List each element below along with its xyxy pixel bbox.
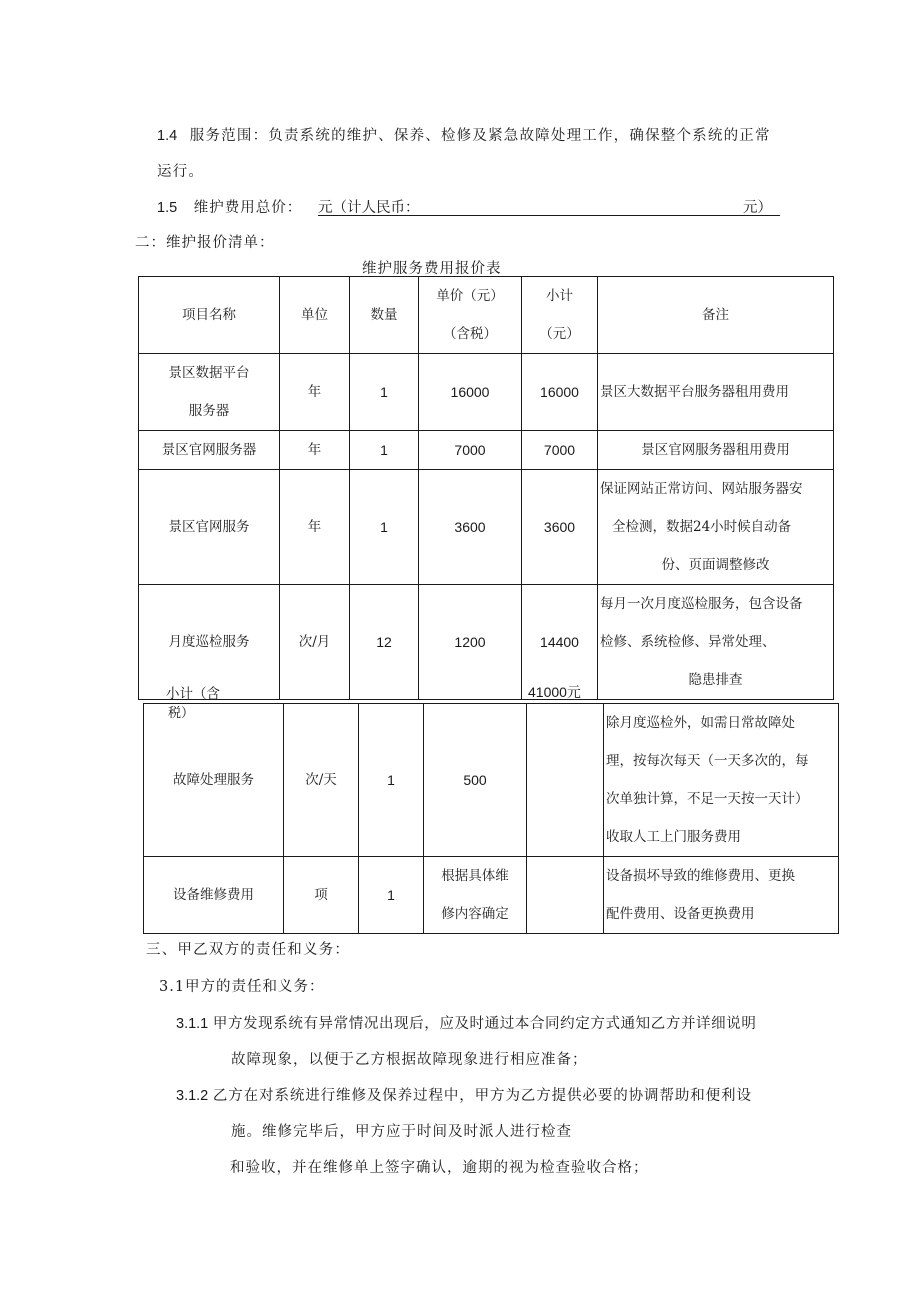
row-unit: 年 [280, 354, 350, 431]
row-name: 景区官网服务 [139, 470, 280, 585]
section-text: 服务范围：负责系统的维护、保养、检修及紧急故障处理工作，确保整个系统的正常 [189, 128, 771, 144]
row-name: 景区官网服务器 [139, 431, 280, 470]
clause-3-1-1 [176, 1012, 756, 1033]
clause-3-1-2 [176, 1084, 752, 1105]
row-unit: 项 [284, 857, 359, 934]
row-unit: 次/月 [280, 585, 350, 700]
total-fee-label: 维护费用总价： [193, 200, 303, 216]
table-title: 维护服务费用报价表 [362, 261, 502, 277]
row-qty: 12 [350, 585, 419, 700]
row-name: 故障处理服务 [144, 704, 284, 857]
clause-number: 3.1.2 [176, 1088, 209, 1104]
clause-text: 甲方发现系统有异常情况出现后，应及时通过本合同约定方式通知乙方并详细说明 [212, 1016, 757, 1032]
header-unit: 单位 [280, 277, 350, 354]
row-note: 保证网站正常访问、网站服务器安 全检测，数据24小时候自动备 份、页面调整修改 [598, 470, 834, 585]
row-price: 根据具体维 修内容确定 [424, 857, 527, 934]
row-subtotal [527, 857, 604, 934]
section-1-4-continued: 运行。 [157, 164, 205, 180]
table-row [139, 470, 834, 585]
row-note: 每月一次月度巡检服务，包含设备 检修、系统检修、异常处理、 隐患排查 [598, 585, 834, 700]
row-qty: 1 [359, 857, 424, 934]
row-subtotal [527, 704, 604, 857]
row-qty: 1 [350, 354, 419, 431]
table-row [139, 354, 834, 431]
row-qty: 1 [350, 470, 419, 585]
total-fee-suffix: 元） [743, 200, 772, 216]
row-note: 景区官网服务器租用费用 [598, 431, 834, 470]
section-number: 1.5 [157, 200, 178, 216]
row-name: 景区数据平台 服务器 [139, 354, 280, 431]
section-number: 1.4 [157, 128, 178, 144]
row-name: 月度巡检服务 [139, 585, 280, 700]
row-price: 1200 [419, 585, 522, 700]
header-subtotal: 小计 （元） [522, 277, 598, 354]
row-price: 16000 [419, 354, 522, 431]
section-3-1-heading: 3.1甲方的责任和义务： [159, 979, 325, 995]
row-subtotal: 16000 [522, 354, 598, 431]
row-note: 设备损坏导致的维修费用、更换 配件费用、设备更换费用 [604, 857, 839, 934]
table-header-row [139, 277, 834, 354]
row-qty: 1 [359, 704, 424, 857]
row-unit: 年 [280, 431, 350, 470]
extra-services-table [143, 703, 839, 934]
clause-3-1-1-continued: 故障现象，以便于乙方根据故障现象进行相应准备； [231, 1052, 588, 1068]
row-price: 7000 [419, 431, 522, 470]
row-note: 景区大数据平台服务器租用费用 [598, 354, 834, 431]
header-name: 项目名称 [139, 277, 280, 354]
section-1-4 [157, 124, 771, 145]
row-name: 设备维修费用 [144, 857, 284, 934]
table-row [139, 431, 834, 470]
row-subtotal: 7000 [522, 431, 598, 470]
clause-number: 3.1.1 [176, 1016, 209, 1032]
row-unit: 年 [280, 470, 350, 585]
row-price: 3600 [419, 470, 522, 585]
table-row [144, 704, 839, 857]
clause-3-1-2-continued: 施。维修完毕后，甲方应于时间及时派人进行检查 [231, 1124, 572, 1140]
total-fee-prefix: 元（计人民币： [318, 200, 420, 216]
subtotal-label-continued: 税） [168, 706, 195, 721]
section-2-heading: 二：维护报价清单： [135, 235, 275, 251]
quote-table [138, 276, 834, 700]
row-qty: 1 [350, 431, 419, 470]
header-note: 备注 [598, 277, 834, 354]
total-fee-field [318, 196, 780, 216]
clause-3-1-2-continued-2: 和验收，并在维修单上签字确认，逾期的视为检查验收合格； [230, 1160, 649, 1176]
table-row [144, 857, 839, 934]
header-price: 单价（元） （含税） [419, 277, 522, 354]
subtotal-value: 41000元 [528, 684, 581, 700]
header-qty: 数量 [350, 277, 419, 354]
section-1-5 [157, 196, 302, 217]
row-unit: 次/天 [284, 704, 359, 857]
subtotal-label: 小计（含 [166, 686, 220, 702]
section-3-heading: 三、甲乙双方的责任和义务： [146, 942, 351, 958]
row-price: 500 [424, 704, 527, 857]
row-subtotal: 14400 [522, 585, 598, 700]
row-note: 除月度巡检外，如需日常故障处 理，按每次每天（一天多次的，每 次单独计算，不足一天按一天计） 收取人工上门服务费用 [604, 704, 839, 857]
table-row [139, 585, 834, 700]
row-subtotal: 3600 [522, 470, 598, 585]
clause-text: 乙方在对系统进行维修及保养过程中，甲方为乙方提供必要的协调帮助和便利设 [212, 1088, 752, 1104]
